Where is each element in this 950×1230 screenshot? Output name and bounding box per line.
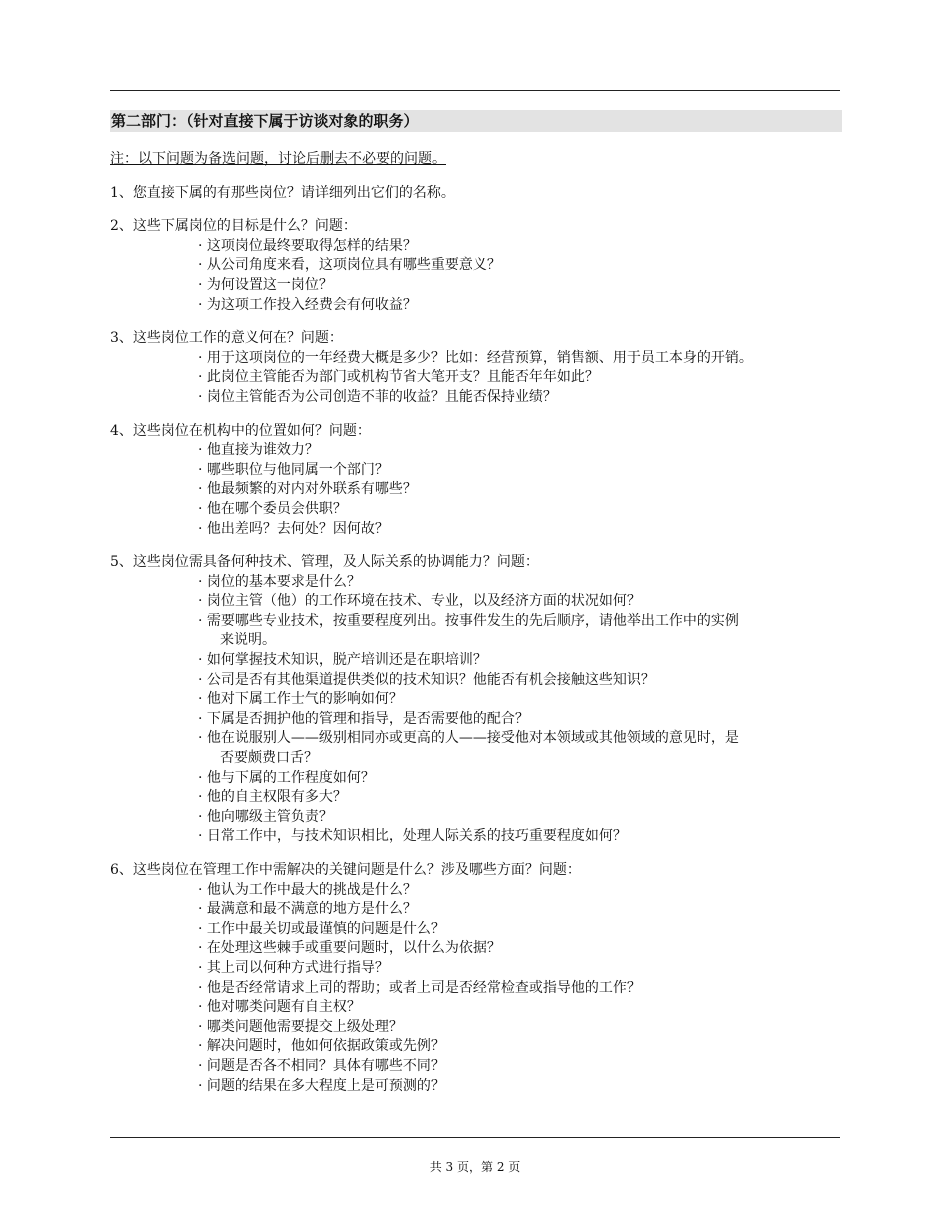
- sub-question: · 他对哪类问题有自主权？: [198, 999, 361, 1016]
- sub-question: · 他直接为谁效力？: [198, 442, 319, 459]
- question-title: 6、这些岗位在管理工作中需解决的关键问题是什么？涉及哪些方面？问题：: [110, 862, 581, 878]
- sub-question: · 问题的结果在多大程度上是可预测的？: [198, 1077, 445, 1094]
- sub-question: · 他是否经常请求上司的帮助；或者上司是否经常检查或指导他的工作？: [198, 979, 641, 996]
- sub-question: · 公司是否有其他渠道提供类似的技术知识？他能否有机会接触这些知识？: [198, 671, 655, 688]
- sub-question: · 岗位的基本要求是什么？: [198, 573, 361, 590]
- sub-question: · 最满意和最不满意的地方是什么？: [198, 901, 417, 918]
- sub-question: · 问题是否各不相同？具体有哪些不同？: [198, 1057, 445, 1074]
- page-footer: 共 3 页，第 2 页: [429, 1160, 521, 1174]
- sub-question-continuation: [198, 631, 842, 651]
- sub-question: · 为这项工作投入经费会有何收益？: [198, 296, 417, 313]
- question-title: 1、您直接下属的有那些岗位？请详细列出它们的名称。: [110, 184, 455, 201]
- sub-question: · 他与下属的工作程度如何？: [198, 769, 375, 786]
- sub-question-list: [198, 573, 842, 847]
- sub-question: · 为何设置这一岗位？: [198, 276, 333, 293]
- continuation-text: 来说明。: [220, 632, 276, 649]
- sub-question: · 他认为工作中最大的挑战是什么？: [198, 881, 417, 898]
- sub-question: · 如何掌握技术知识，脱产培训还是在职培训？: [198, 652, 487, 669]
- question-title: 5、这些岗位需具备何种技术、管理，及人际关系的协调能力？问题：: [110, 554, 539, 571]
- question-title: 2、这些下属岗位的目标是什么？问题：: [110, 218, 357, 235]
- sub-question-continuation: [198, 749, 842, 769]
- sub-question: · 在处理这些棘手或重要问题时，以什么为依据？: [198, 940, 501, 957]
- continuation-text: 否要颇费口舌？: [220, 750, 318, 767]
- header-rule: [110, 90, 840, 91]
- sub-question: · 这项岗位最终要取得怎样的结果？: [198, 237, 417, 254]
- section-title: 第二部门：（针对直接下属于访谈对象的职务）: [110, 110, 842, 132]
- sub-question: · 其上司以何种方式进行指导？: [198, 959, 389, 976]
- sub-question: · 下属是否拥护他的管理和指导，是否需要他的配合？: [198, 710, 529, 727]
- footer-rule: [110, 1137, 840, 1138]
- question-4: [110, 422, 842, 540]
- sub-question: · 岗位主管能否为公司创造不菲的收益？且能否保持业绩？: [198, 388, 557, 405]
- sub-question: · 哪类问题他需要提交上级处理？: [198, 1018, 403, 1035]
- sub-question: · 岗位主管（他）的工作环境在技术、专业，以及经济方面的状况如何？: [198, 593, 641, 610]
- sub-question: · 用于这项岗位的一年经费大概是多少？比如：经营预算，销售额、用于员工本身的开销。: [198, 349, 753, 366]
- sub-question: · 工作中最关切或最谨慎的问题是什么？: [198, 920, 445, 937]
- sub-question: · 他最频繁的对内对外联系有哪些？: [198, 481, 417, 498]
- question-5: [110, 553, 842, 847]
- question-title: 4、这些岗位在机构中的位置如何？问题：: [110, 422, 371, 439]
- sub-question-list: [198, 441, 842, 539]
- sub-question: · 哪些职位与他同属一个部门？: [198, 461, 389, 478]
- sub-question: · 此岗位主管能否为部门或机构节省大笔开支？且能否年年如此？: [198, 369, 599, 386]
- sub-question: · 他对下属工作士气的影响如何？: [198, 691, 403, 708]
- sub-question: · 他在说服别人——级别相同亦或更高的人——接受他对本领域或其他领域的意见时，是: [198, 730, 739, 747]
- sub-question: · 他出差吗？去何处？因何故？: [198, 520, 389, 537]
- sub-question: · 需要哪些专业技术，按重要程度列出。按事件发生的先后顺序，请他举出工作中的实例: [198, 612, 739, 629]
- note-text: 注：以下问题为备选问题，讨论后删去不必要的问题。: [110, 151, 446, 167]
- sub-question-list: [198, 349, 842, 408]
- sub-question: · 他的自主权限有多大？: [198, 789, 347, 806]
- question-2: [110, 217, 842, 315]
- question-title: 3、这些岗位工作的意义何在？问题：: [110, 330, 343, 347]
- sub-question: · 解决问题时，他如何依据政策或先例？: [198, 1038, 445, 1055]
- sub-question: · 他在哪个委员会供职？: [198, 500, 347, 517]
- sub-question-list: [198, 237, 842, 315]
- sub-question: · 从公司角度来看，这项岗位具有哪些重要意义？: [198, 257, 501, 274]
- question-6: [110, 861, 842, 1096]
- sub-question: · 他向哪级主管负责？: [198, 808, 333, 825]
- question-1: [110, 184, 842, 204]
- question-3: [110, 329, 842, 407]
- note: [110, 150, 842, 170]
- sub-question-list: [198, 881, 842, 1097]
- sub-question: · 日常工作中，与技术知识相比，处理人际关系的技巧重要程度如何？: [198, 828, 627, 845]
- document-body: [110, 110, 842, 1096]
